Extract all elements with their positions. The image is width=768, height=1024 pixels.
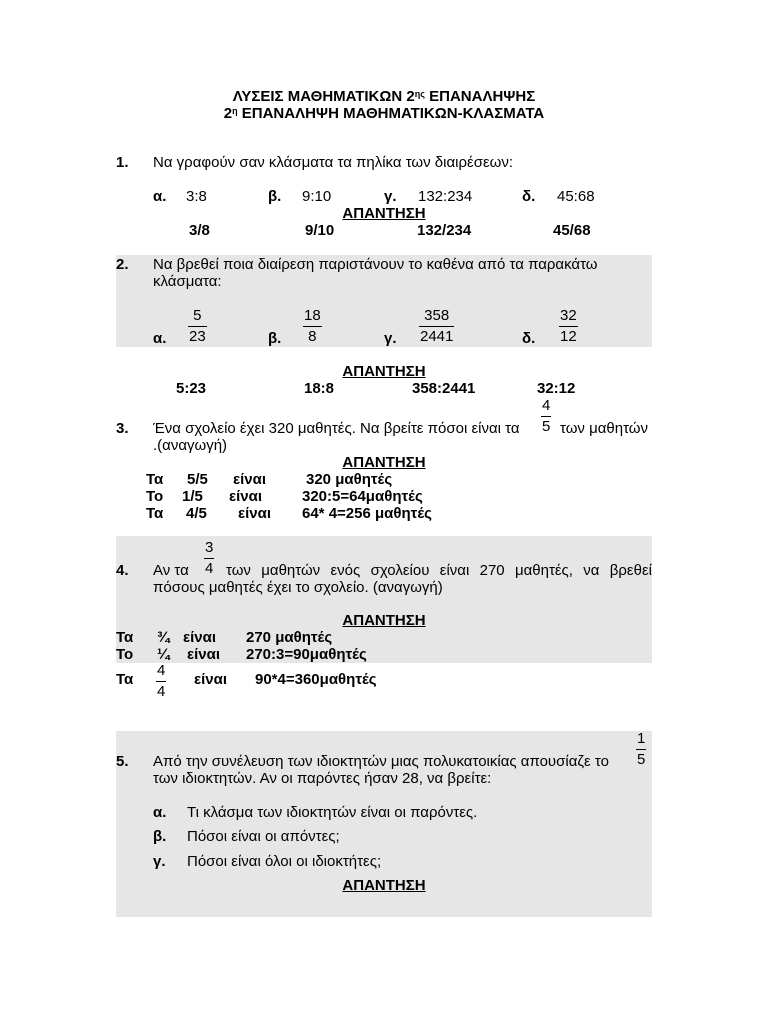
q2-answer-d: 32:12 (537, 380, 576, 397)
q2-fraction-c (419, 307, 454, 345)
q2-text-line2: κλάσματα: (153, 273, 222, 290)
q4-fraction (204, 539, 214, 577)
q3-number: 3. (116, 420, 129, 437)
q5-number: 5. (116, 753, 129, 770)
fraction-bar (156, 681, 166, 682)
q3-row1-d: 320 μαθητές (306, 471, 393, 488)
q4-row3-fraction-num: 4 (157, 662, 166, 679)
q2-answer-a: 5:23 (176, 380, 207, 397)
q1-item-a-value: 3:8 (186, 188, 207, 205)
q5-item-c-text: Πόσοι είναι όλοι οι ιδιοκτήτες; (187, 853, 382, 870)
q1-item-b-value: 9:10 (302, 188, 332, 205)
q1-answer-c: 132/234 (417, 222, 472, 239)
q2-fraction-d-num: 32 (560, 307, 577, 324)
q4-text-b: των μαθητών ενός σχολείου είναι 270 μαθητές, να βρεθεί (226, 562, 652, 579)
q3-fraction-num: 4 (542, 397, 551, 414)
fraction-bar (559, 326, 578, 327)
q4-row1-a: Τα (116, 629, 134, 646)
q5-item-c-label: γ. (153, 853, 166, 870)
q5-item-b-text: Πόσοι είναι οι απόντες; (187, 828, 340, 845)
q3-text-before: Ένα σχολείο έχει 320 μαθητές. Να βρείτε πόσοι είναι τα (153, 420, 520, 437)
q3-row2-c: είναι (229, 488, 263, 505)
q4-row3-fraction (156, 662, 166, 700)
fraction-bar (541, 416, 551, 417)
fraction-bar (188, 326, 207, 327)
q4-row3-a: Τα (116, 671, 134, 688)
q1-item-d-value: 45:68 (557, 188, 595, 205)
q4-row1-c: είναι (183, 629, 217, 646)
fraction-bar (636, 749, 646, 750)
q4-text-line2: πόσους μαθητές έχει το σχολείο. (αναγωγή) (153, 579, 443, 596)
q2-answer-c: 358:2441 (412, 380, 476, 397)
q1-item-c-label: γ. (384, 188, 397, 205)
q3-row3-c: είναι (238, 505, 272, 522)
q2-fraction-b (303, 307, 322, 345)
q3-text-line2: .(αναγωγή) (153, 437, 228, 454)
q1-item-b-label: β. (268, 188, 282, 205)
q1-item-c-value: 132:234 (418, 188, 473, 205)
q2-fraction-b-den: 8 (308, 328, 317, 345)
q3-row1-c: είναι (233, 471, 267, 488)
document-title-line2: $2^\eta$ ΕΠΑΝΑΛΗΨΗ ΜΑΘΗΜΑΤΙΚΩΝ-ΚΛΑΣΜΑΤΑ (223, 105, 545, 122)
q3-row2-a: Το (146, 488, 164, 505)
q1-answer-d: 45/68 (553, 222, 591, 239)
q2-item-b-label: β. (268, 330, 282, 347)
q3-row3-a: Τα (146, 505, 164, 522)
q2-answer-b: 18:8 (304, 380, 335, 397)
q2-item-c-label: γ. (384, 330, 397, 347)
q3-answer-heading: ΑΠΑΝΤΗΣΗ (342, 454, 426, 471)
q2-fraction-b-num: 18 (304, 307, 321, 324)
q4-row1-b: ¾ (157, 629, 170, 646)
q2-fraction-c-num: 358 (424, 307, 450, 324)
q4-row2-b: ¼ (157, 646, 170, 663)
q3-row3-d: 64* 4=256 μαθητές (302, 505, 432, 522)
q4-row2-d: 270:3=90μαθητές (246, 646, 367, 663)
q1-answer-a: 3/8 (189, 222, 210, 239)
q2-fraction-a-den: 23 (189, 328, 206, 345)
q2-fraction-d-den: 12 (560, 328, 577, 345)
q2-fraction-a (188, 307, 207, 345)
q5-item-a-label: α. (153, 804, 167, 821)
q3-text-after: των μαθητών (560, 420, 649, 437)
q5-fraction-num: 1 (637, 730, 646, 747)
q1-item-a-label: α. (153, 188, 167, 205)
q2-text-line1: Να βρεθεί ποια διαίρεση παριστάνουν το καθένα από τα παρακάτω (153, 256, 598, 273)
q5-text-line1: Από την συνέλευση των ιδιοκτητών μιας πολυκατοικίας απουσίαζε το (153, 753, 609, 770)
fraction-bar (204, 558, 214, 559)
q4-row3-fraction-den: 4 (157, 683, 166, 700)
q2-fraction-a-num: 5 (193, 307, 202, 324)
q3-row1-b: 5/5 (187, 471, 208, 488)
q4-number: 4. (116, 562, 129, 579)
q3-fraction-den: 5 (542, 418, 551, 435)
q2-answer-heading: ΑΠΑΝΤΗΣΗ (342, 363, 426, 380)
q2-fraction-c-den: 2441 (420, 328, 454, 345)
q5-fraction (636, 730, 646, 768)
q1-text: Να γραφούν σαν κλάσματα τα πηλίκα των διαιρέσεων: (153, 154, 514, 171)
q4-row3-c: είναι (194, 671, 228, 688)
q3-row3-b: 4/5 (186, 505, 207, 522)
q4-row3-d: 90*4=360μαθητές (255, 671, 377, 688)
q5-item-b-label: β. (153, 828, 167, 845)
q1-item-d-label: δ. (522, 188, 536, 205)
q4-fraction-num: 3 (205, 539, 214, 556)
q1-number: 1. (116, 154, 129, 171)
q4-fraction-den: 4 (205, 560, 214, 577)
q4-row2-c: είναι (187, 646, 221, 663)
document-title-line1: ΛΥΣΕΙΣ ΜΑΘΗΜΑΤΙΚΩΝ $2^{\eta\varsigma}$ ΕΠΑΝΑΛΗΨΗΣ (232, 88, 536, 105)
q3-row2-d: 320:5=64μαθητές (302, 488, 423, 505)
q5-text-line2: των ιδιοκτητών. Αν οι παρόντες ήσαν 28, να βρείτε: (153, 770, 492, 787)
q4-row2-a: Το (116, 646, 134, 663)
fraction-bar (303, 326, 322, 327)
q2-item-a-label: α. (153, 330, 167, 347)
q1-answer-heading: ΑΠΑΝΤΗΣΗ (342, 205, 426, 222)
q5-item-a-text: Τι κλάσμα των ιδιοκτητών είναι οι παρόντες. (187, 804, 478, 821)
q4-row1-d: 270 μαθητές (246, 629, 333, 646)
q5-answer-heading: ΑΠΑΝΤΗΣΗ (342, 877, 426, 894)
q3-fraction (541, 397, 551, 435)
q4-text-a: Αν τα (153, 562, 189, 579)
q4-answer-heading: ΑΠΑΝΤΗΣΗ (342, 612, 426, 629)
q3-row1-a: Τα (146, 471, 164, 488)
q2-item-d-label: δ. (522, 330, 536, 347)
q2-number: 2. (116, 256, 129, 273)
q1-answer-b: 9/10 (305, 222, 335, 239)
fraction-bar (419, 326, 454, 327)
q5-fraction-den: 5 (637, 751, 646, 768)
q3-row2-b: 1/5 (182, 488, 203, 505)
q2-fraction-d (559, 307, 578, 345)
